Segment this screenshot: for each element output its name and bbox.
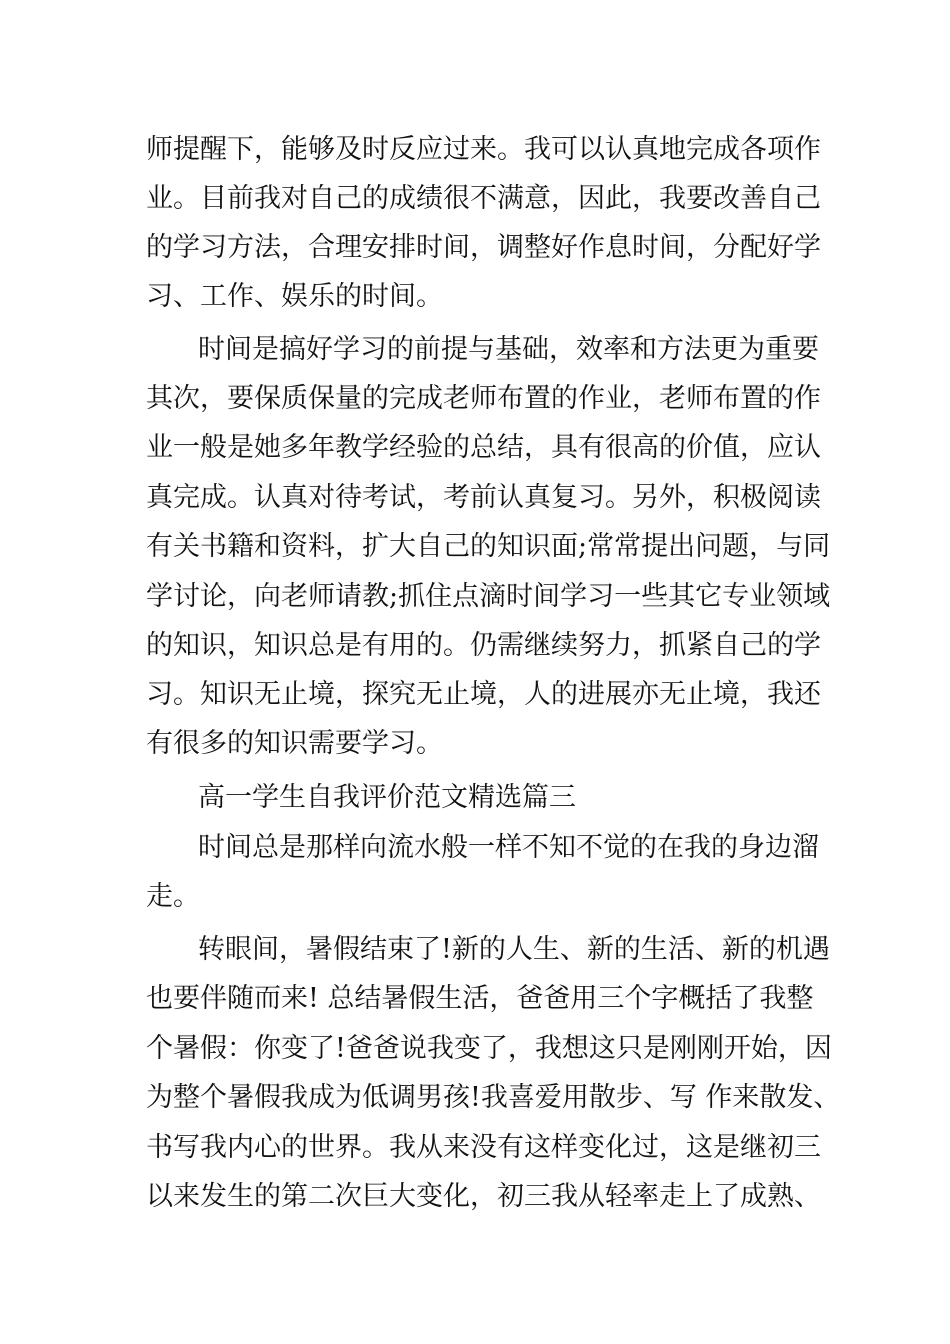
text-line: 时间总是那样向流水般一样不知不觉的在我的身边溜 — [198, 832, 819, 863]
text-line: 以来发生的第二次巨大变化，初三我从轻率走上了成熟、 — [146, 1181, 821, 1212]
text-line: 的知识，知识总是有用的。仍需继续努力，抓紧自己的学 — [146, 630, 821, 661]
text-line: 习、工作、娱乐的时间。 — [146, 281, 443, 312]
text-line: 有很多的知识需要学习。 — [146, 728, 443, 759]
text-line: 时间是搞好学习的前提与基础，效率和方法更为重要 — [198, 334, 819, 365]
text-line: 有关书籍和资料，扩大自己的知识面;常常提出问题，与同 — [146, 531, 831, 562]
text-line: 的学习方法，合理安排时间，调整好作息时间，分配好学 — [146, 232, 821, 263]
text-line: 个暑假：你变了!爸爸说我变了，我想这只是刚刚开始，因 — [146, 1033, 832, 1064]
text-line: 转眼间，暑假结束了!新的人生、新的生活、新的机遇 — [198, 934, 830, 965]
text-line: 也要伴随而来! 总结暑假生活，爸爸用三个字概括了我整 — [146, 983, 814, 1014]
text-line: 其次，要保质保量的完成老师布置的作业，老师布置的作 — [146, 383, 821, 414]
text-line: 业一般是她多年教学经验的总结，具有很高的价值，应认 — [146, 432, 821, 463]
text-line: 为整个暑假我成为低调男孩!我喜爱用散步、写 作来散发、 — [146, 1082, 841, 1113]
text-line: 走。 — [146, 881, 200, 912]
text-line: 学讨论，向老师请教;抓住点滴时间学习一些其它专业领域 — [146, 581, 831, 612]
text-line: 业。目前我对自己的成绩很不满意，因此，我要改善自己 — [146, 183, 821, 214]
text-line: 真完成。认真对待考试，考前认真复习。另外，积极阅读 — [146, 482, 821, 513]
text-line: 习。知识无止境，探究无止境，人的进展亦无止境，我还 — [146, 679, 821, 710]
text-line: 书写我内心的世界。我从来没有这样变化过，这是继初三 — [146, 1132, 821, 1163]
text-line: 师提醒下，能够及时反应过来。我可以认真地完成各项作 — [146, 134, 821, 165]
section-heading: 高一学生自我评价范文精选篇三 — [198, 782, 576, 813]
